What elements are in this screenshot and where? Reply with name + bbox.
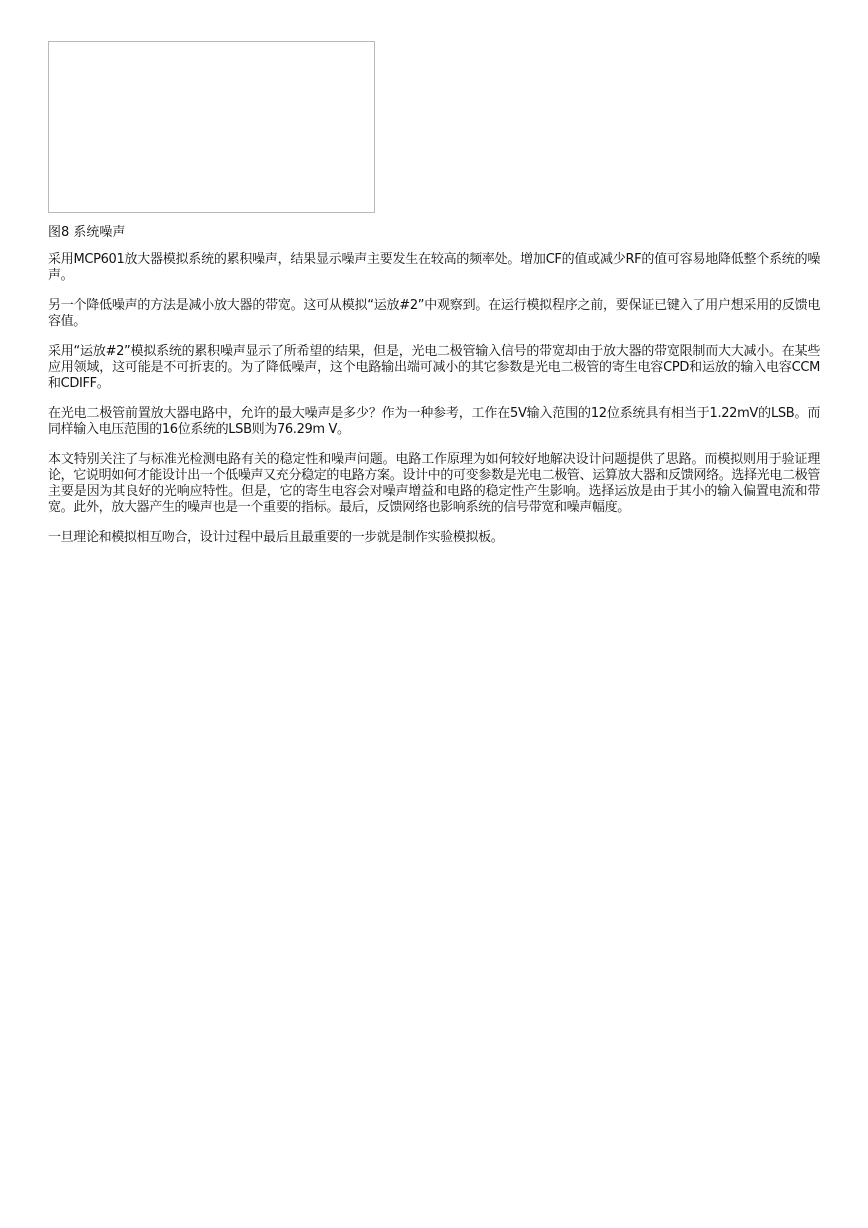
paragraph-bandwidth-reduction: 另一个降低噪声的方法是减小放大器的带宽。这可从模拟“运放#2”中观察到。在运行模拟程序之前，要保证已键入了用户想采用的反馈电容值。 — [48, 298, 820, 329]
paragraph-final-step: 一旦理论和模拟相互吻合，设计过程中最后且最重要的一步就是制作实验模拟板。 — [48, 530, 504, 545]
paragraph-opamp2-result: 采用“运放#2”模拟系统的累积噪声显示了所希望的结果，但是，光电二极管输入信号的带宽却由于放大器的带宽限制而大大减小。在某些应用领域，这可能是不可折衷的。为了降低噪声，这个电路输出端可减小的其它参数是光电二极管的寄生电容CPD和运放的输入电容CCM和CDIFF。 — [48, 344, 820, 391]
document-page — [48, 41, 820, 546]
figure-image-placeholder — [48, 41, 375, 213]
paragraph-max-noise: 在光电二极管前置放大器电路中，允许的最大噪声是多少？作为一种参考，工作在5V输入范围的12位系统具有相当于1.22mV的LSB。而同样输入电压范围的16位系统的LSB则为76.29m V。 — [48, 406, 820, 437]
paragraph-summary: 本文特别关注了与标准光检测电路有关的稳定性和噪声问题。电路工作原理为如何较好地解决设计问题提供了思路。而模拟则用于验证理论，它说明如何才能设计出一个低噪声又充分稳定的电路方案。设计中的可变参数是光电二极管、运算放大器和反馈网络。选择光电二极管主要是因为其良好的光响应特性。但是，它的寄生电容会对噪声增益和电路的稳定性产生影响。选择运放是由于其小的输入偏置电流和带宽。此外，放大器产生的噪声也是一个重要的指标。最后，反馈网络也影响系统的信号带宽和噪声幅度。 — [48, 452, 820, 515]
paragraph-noise-result: 采用MCP601放大器模拟系统的累积噪声，结果显示噪声主要发生在较高的频率处。增加CF的值或减少RF的值可容易地降低整个系统的噪声。 — [48, 252, 820, 283]
figure-caption: 图8 系统噪声 — [48, 225, 126, 240]
